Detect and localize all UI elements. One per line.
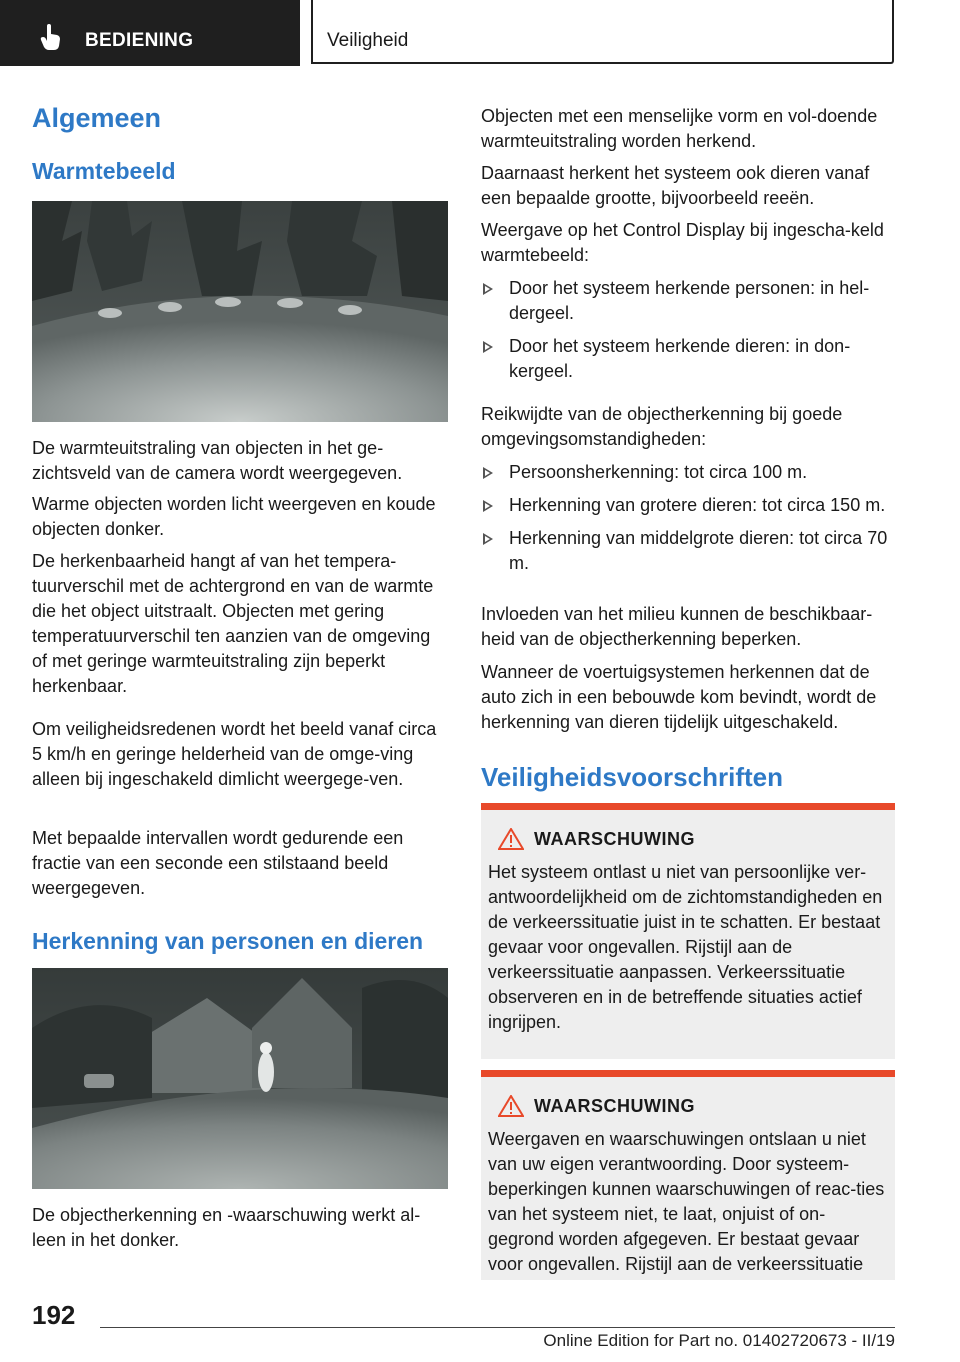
- paragraph: Warme objecten worden licht weergeven en koude objecten donker.: [32, 494, 436, 539]
- list-item: Door het systeem herkende personen: in hel-dergeel.: [481, 276, 895, 326]
- range-list: [481, 460, 895, 576]
- triangle-bullet-icon: [483, 283, 493, 295]
- warning-text: Het systeem ontlast u niet van persoonlijke ver-antwoordelijkheid om de zichtomstandigheden en de verkeerssituatie juist in te schatten. Er bestaat gevaar voor ongevallen. Rijstijl aan de verkeerssituatie aanpassen. Verkeerssituatie observeren en in de betreffende situaties actief ingrijpen.: [488, 862, 883, 1032]
- paragraph: De objectherkenning en -waarschuwing werkt al-leen in het donker.: [32, 1205, 421, 1250]
- triangle-bullet-icon: [483, 533, 493, 545]
- warning-box: [481, 803, 895, 1059]
- thermal-image-animals: [32, 201, 448, 422]
- triangle-bullet-icon: [483, 467, 493, 479]
- list-item: Door het systeem herkende dieren: in don-kergeel.: [481, 334, 895, 384]
- display-colors-list: [481, 276, 895, 384]
- warning-box: [481, 1070, 895, 1280]
- paragraph: Reikwijdte van de objectherkenning bij goede omgevingsomstandigheden:: [481, 404, 843, 449]
- section-label: BEDIENING: [85, 30, 194, 51]
- warning-title-row: [488, 1095, 887, 1117]
- triangle-bullet-icon: [483, 341, 493, 353]
- paragraph: Invloeden van het milieu kunnen de beschikbaar-heid van de objectherkenning beperken.: [481, 604, 873, 649]
- paragraph: Objecten met een menselijke vorm en vol-doende warmteuitstraling worden herkend.: [481, 106, 878, 151]
- heading-veiligheidsvoorschriften: Veiligheidsvoorschriften: [481, 762, 783, 792]
- warning-title: WAARSCHUWING: [534, 1095, 695, 1116]
- paragraph: De warmteuitstraling van objecten in het ge-zichtsveld van de camera wordt weergegeven.: [32, 438, 403, 483]
- list-item: Herkenning van grotere dieren: tot circa 150 m.: [481, 493, 895, 518]
- page-number: 192: [32, 1300, 76, 1330]
- heading-warmtebeeld: Warmtebeeld: [32, 158, 176, 184]
- paragraph: Daarnaast herkent het systeem ook dieren vanaf een bepaalde grootte, bijvoorbeeld reeën.: [481, 163, 870, 208]
- heading-algemeen: Algemeen: [32, 103, 162, 133]
- paragraph: Met bepaalde intervallen wordt gedurende een fractie van een seconde een stilstaand beeld weergegeven.: [32, 828, 404, 898]
- list-item: Persoonsherkenning: tot circa 100 m.: [481, 460, 895, 485]
- warning-title: WAARSCHUWING: [534, 828, 695, 849]
- warning-triangle-icon: [498, 1095, 524, 1117]
- header-title-box: [311, 0, 894, 64]
- footer-divider: [100, 1327, 895, 1328]
- warning-text: Weergaven en waarschuwingen ontslaan u niet van uw eigen verantwoording. Door systeem-beperkingen kunnen waarschuwingen of reac-ties van het systeem niet, te laat, onjuist of on-gegrond worden afgegeven. Er bestaat gevaar voor ongevallen. Rijstijl aan de verkeerssituatie: [488, 1129, 885, 1274]
- heading-herkenning: Herkenning van personen en dieren: [32, 928, 424, 954]
- list-item: Herkenning van middelgrote dieren: tot circa 70 m.: [481, 526, 895, 576]
- thermal-image-person: [32, 968, 448, 1189]
- paragraph: De herkenbaarheid hangt af van het tempera-tuurverschil met de achtergrond en van de warmte die het object uitstraalt. Objecten met gering temperatuurverschil ten aanzien van de omgeving of met geringe warmteuitstraling zijn beperkt herkenbaar.: [32, 551, 434, 696]
- triangle-bullet-icon: [483, 500, 493, 512]
- warning-triangle-icon: [498, 828, 524, 850]
- paragraph: Om veiligheidsredenen wordt het beeld vanaf circa 5 km/h en geringe helderheid van de omge-ving alleen bij ingeschakeld dimlicht weergege-ven.: [32, 719, 437, 789]
- header-section-tab: [0, 0, 300, 66]
- page-title: Veiligheid: [327, 30, 409, 51]
- hand-pointer-icon: [40, 24, 62, 50]
- paragraph: Wanneer de voertuigsystemen herkennen dat de auto zich in een bebouwde kom bevindt, wordt de herkenning van dieren tijdelijk uitgeschakeld.: [481, 662, 877, 732]
- warning-title-row: [488, 828, 887, 850]
- paragraph: Weergave op het Control Display bij ingescha-keld warmtebeeld:: [481, 220, 884, 265]
- footer-edition: Online Edition for Part no. 01402720673 - II/19: [543, 1331, 895, 1350]
